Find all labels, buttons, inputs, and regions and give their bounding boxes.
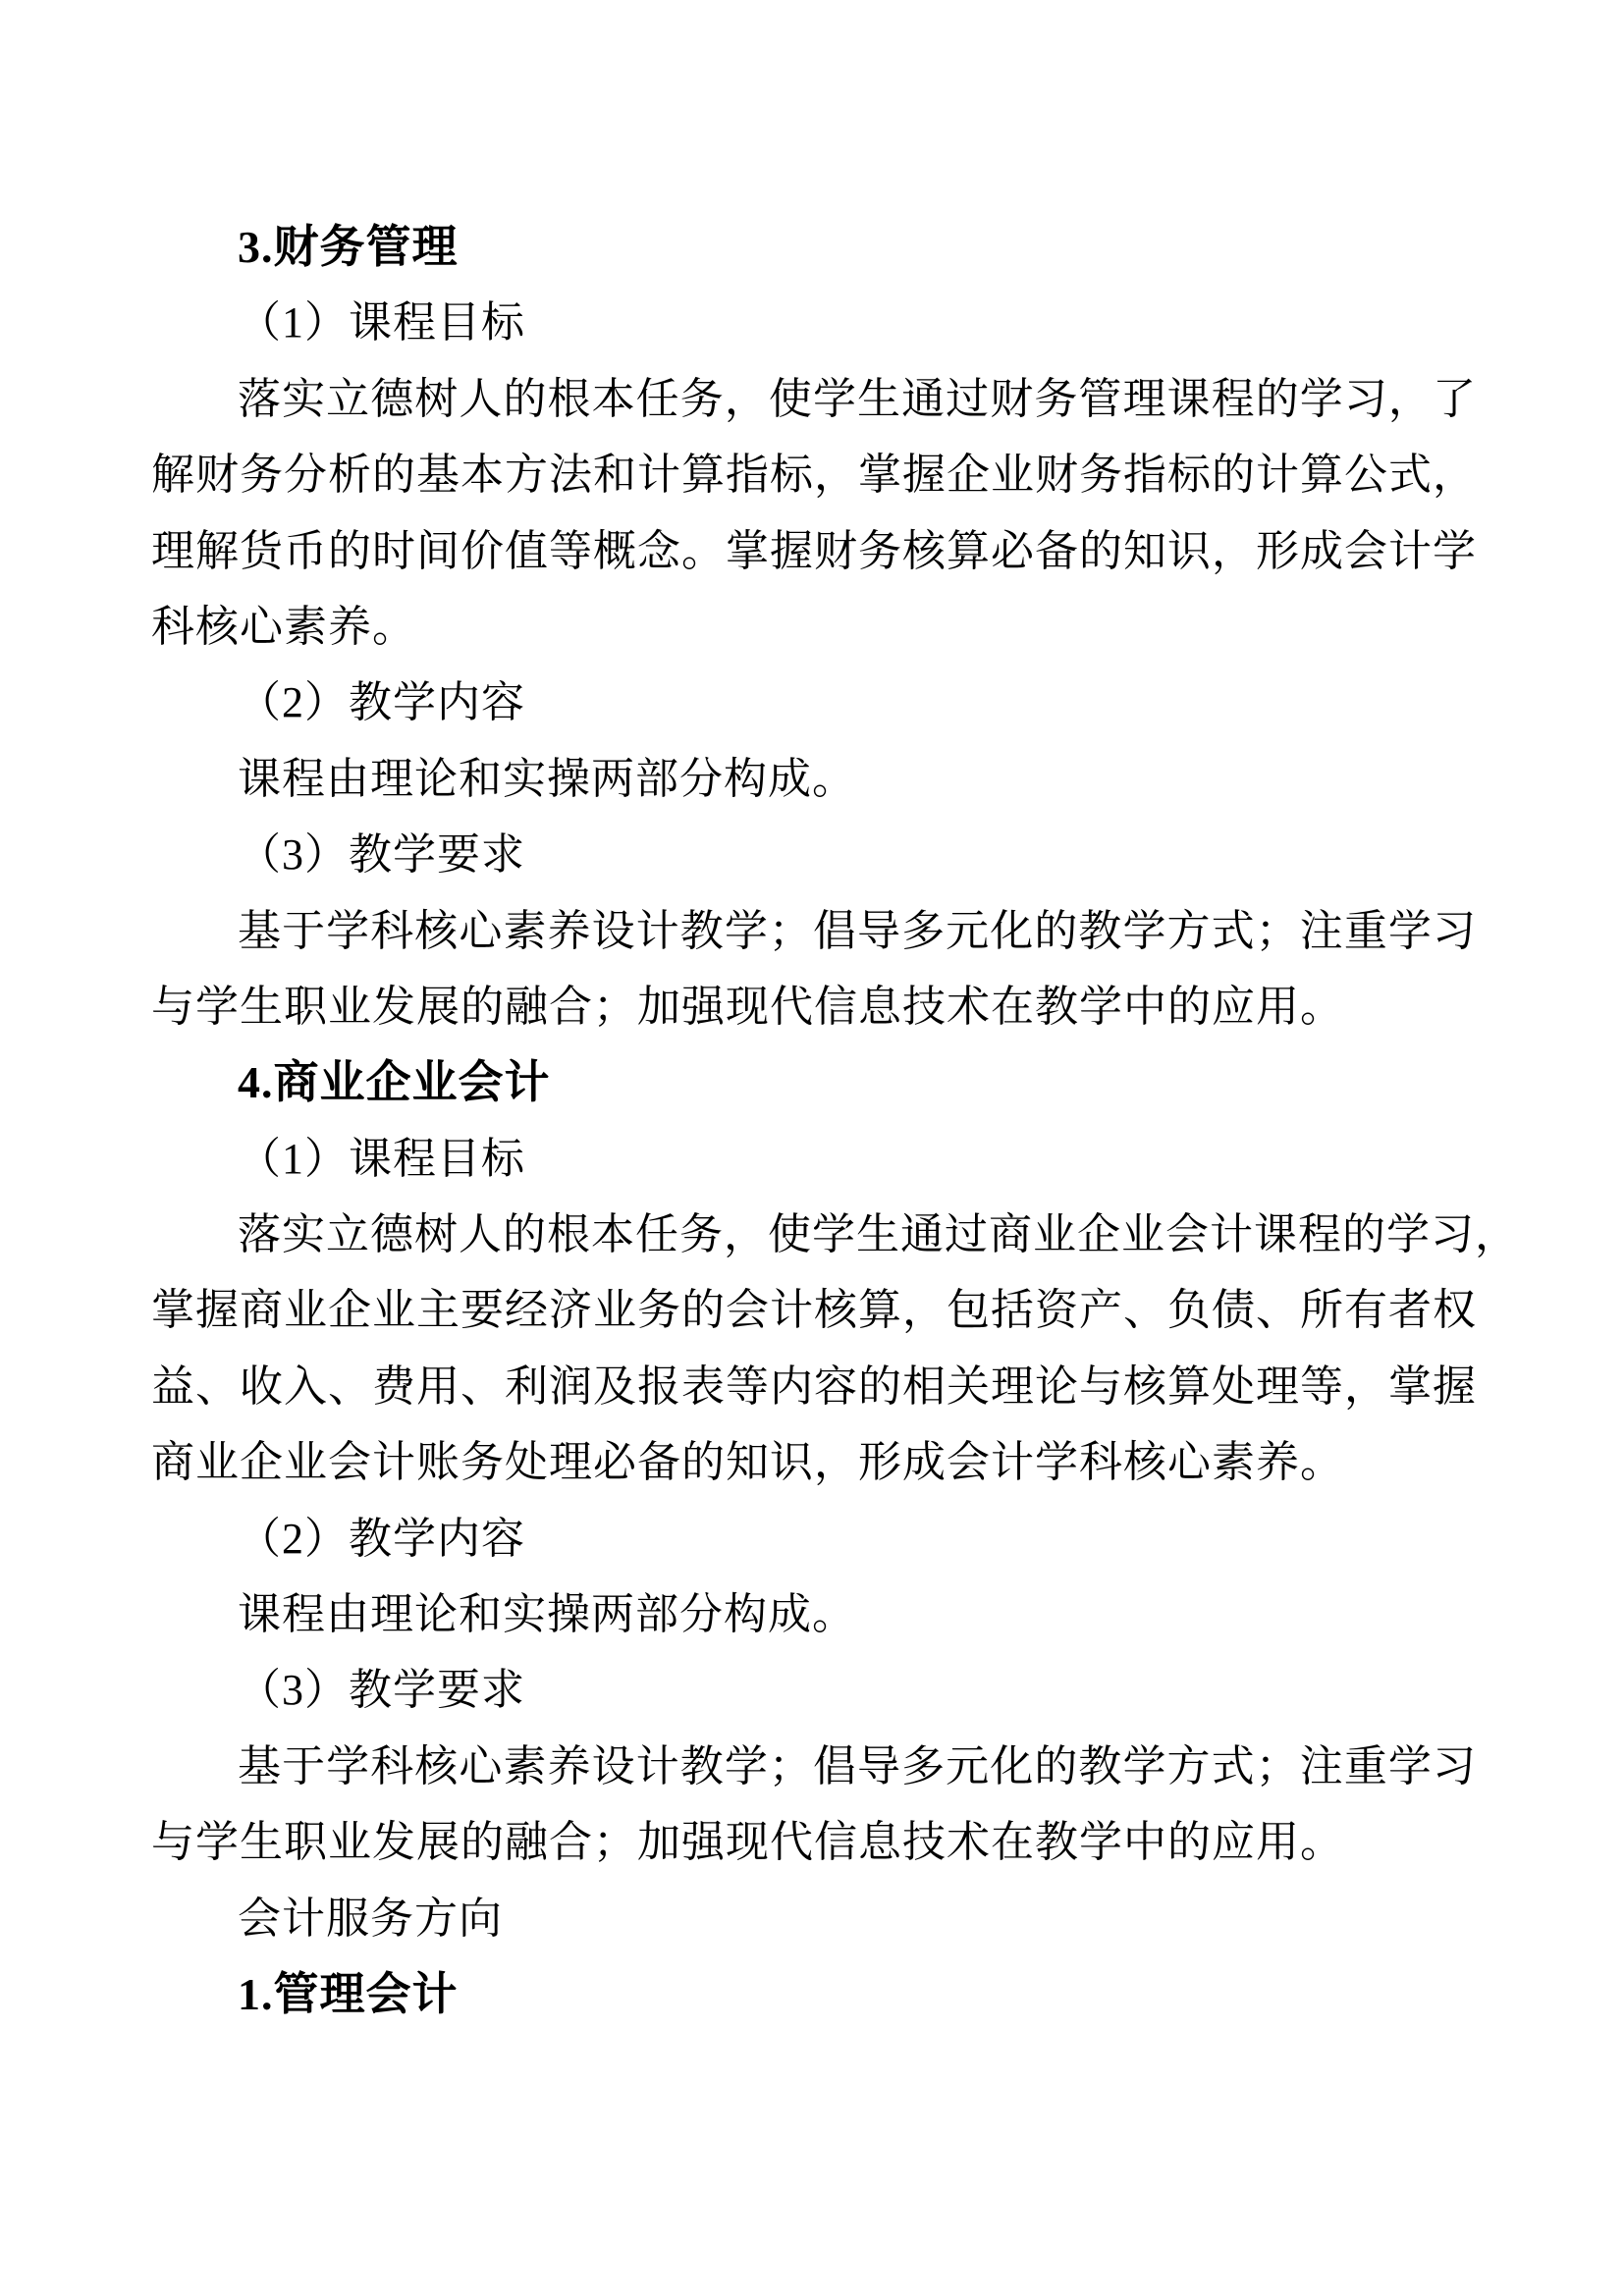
paragraph-course-objectives-fm-line-3: 理解货币的时间价值等概念。掌握财务核算必备的知识，形成会计学: [151, 526, 1477, 575]
text-area: [151, 209, 1519, 2032]
paragraph-teaching-requirements-fm-line-1: 基于学科核心素养设计教学；倡导多元化的教学方式；注重学习: [238, 906, 1477, 955]
paragraph-course-objectives-cea-line-3: 益、收入、费用、利润及报表等内容的相关理论与核算处理等，掌握: [151, 1362, 1477, 1411]
paragraph-teaching-content-fm: 课程由理论和实操两部分构成。: [238, 754, 856, 803]
paragraph-teaching-content-cea: 课程由理论和实操两部分构成。: [238, 1590, 856, 1639]
paragraph-teaching-requirements-cea-line-1: 基于学科核心素养设计教学；倡导多元化的教学方式；注重学习: [238, 1741, 1477, 1790]
paragraph-course-objectives-fm-line-1: 落实立德树人的根本任务，使学生通过财务管理课程的学习，了: [238, 374, 1477, 423]
paragraph-teaching-requirements-fm-line-2: 与学生职业发展的融合；加强现代信息技术在教学中的应用。: [151, 982, 1344, 1031]
heading-management-accounting: 1.管理会计: [238, 1968, 459, 2019]
subheading-course-objectives-cea: （1）课程目标: [238, 1134, 525, 1183]
paragraph-course-objectives-fm-line-2: 解财务分析的基本方法和计算指标，掌握企业财务指标的计算公式，: [151, 451, 1477, 500]
subheading-teaching-content-cea: （2）教学内容: [238, 1514, 525, 1563]
label-accounting-service-direction: 会计服务方向: [238, 1894, 503, 1943]
heading-commercial-enterprise-accounting: 4.商业企业会计: [238, 1057, 551, 1108]
subheading-teaching-requirements-cea: （3）教学要求: [238, 1666, 525, 1715]
paragraph-course-objectives-fm-line-4: 科核心素养。: [151, 602, 416, 651]
heading-financial-management: 3.财务管理: [238, 222, 459, 272]
paragraph-course-objectives-cea-line-1: 落实立德树人的根本任务，使学生通过商业企业会计课程的学习，: [238, 1210, 1519, 1259]
paragraph-teaching-requirements-cea-line-2: 与学生职业发展的融合；加强现代信息技术在教学中的应用。: [151, 1818, 1344, 1867]
subheading-course-objectives-fm: （1）课程目标: [238, 298, 525, 347]
paragraph-course-objectives-cea-line-2: 掌握商业企业主要经济业务的会计核算，包括资产、负债、所有者权: [151, 1286, 1477, 1335]
paragraph-course-objectives-cea-line-4: 商业企业会计账务处理必备的知识，形成会计学科核心素养。: [151, 1438, 1344, 1487]
subheading-teaching-content-fm: （2）教学内容: [238, 678, 525, 727]
subheading-teaching-requirements-fm: （3）教学要求: [238, 830, 525, 880]
